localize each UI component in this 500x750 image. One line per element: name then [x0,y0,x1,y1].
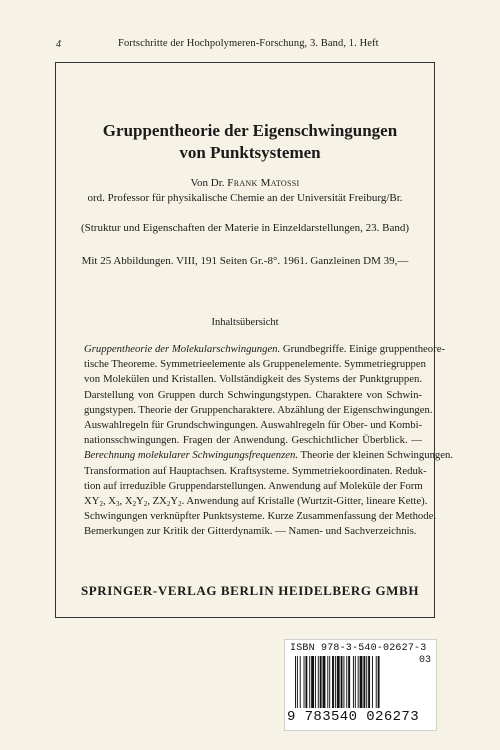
barcode-bar [346,656,347,708]
barcode-bar [311,656,314,708]
barcode-label [284,639,437,731]
contents-line: Schwingungen verknüpfter Punktsysteme. Kurze Zusammenfassung der Methode. [84,510,437,523]
book-title-line1: Gruppentheorie der Eigenschwingungen [102,121,398,140]
barcode-bar [376,656,377,708]
barcode-bar [348,656,350,708]
author-line [60,176,430,190]
author-affiliation: ord. Professor für physikalische Chemie an der Universität Freiburg/Br. [87,192,403,204]
part1-title: Gruppentheorie der Molekularschwingungen. [84,343,281,355]
barcode-bar [335,656,336,708]
part2-title: Berechnung molekularer Schwingungsfrequenzen. [84,449,298,462]
barcode-bar [353,656,354,708]
barcode-addon: 03 [418,655,431,666]
barcode-bar [372,656,373,708]
barcode-bar [355,656,356,708]
barcode-bar [363,656,365,708]
publication-info: Mit 25 Abbildungen. VIII, 191 Seiten Gr.-8°. 1961. Ganzleinen DM 39,— [81,255,409,267]
barcode-bar [304,656,305,708]
barcode-bar [297,656,298,708]
barcode-bar [341,656,343,708]
contents-heading: Inhaltsübersicht [211,317,279,328]
barcode-bar [295,656,296,708]
barcode-bar [343,656,344,708]
barcode-bar [315,656,316,708]
isbn-text: ISBN 978-3-540-02627-3 [290,643,427,654]
contents-line: Gruppentheorie der Molekularschwingungen. Grundbegriffe. Einige gruppentheore- [84,343,446,355]
barcode-bar [360,656,363,708]
contents-line: Darstellung von Gruppen durch Schwingungstypen. Charaktere von Schwin- [84,388,422,401]
contents-line: Bemerkungen zur Kritik der Gitterdynamik. — Namen- und Sachverzeichnis. [84,525,417,538]
molecule-formulas: $XY_2$, $X_3$, $X_2Y_2$, $ZX_2Y_2$. [84,495,187,509]
barcode-bar [358,656,359,708]
barcode-bar [332,656,334,708]
author-prefix: Von Dr. [190,177,228,189]
contents-line: Auswahlregeln für Grundschwingungen. Auswahlregeln für Ober- und Kombi- [84,419,423,432]
contents-line: $XY_2$, $X_3$, $X_2Y_2$, $ZX_2Y_2$. Anwendung auf Kristalle (Wurtzit-Gitter, lineare Kette). [84,495,428,509]
author-name: Frank Matossi [227,177,300,189]
contents-line: Transformation auf Hauptachsen. Kraftsysteme. Symmetriekoordinaten. Reduk- [84,464,427,477]
contents-line: Berechnung molekularer Schwingungsfrequenzen. Theorie der kleinen Schwingungen. [84,449,454,462]
contents-line: von Molekülen und Kristallen. Vollständigkeit des Systems der Punktgruppen. [84,373,422,386]
barcode-bar [378,656,380,708]
barcode-bar [366,656,367,708]
barcode-bar [309,656,310,708]
contents-line: nationsschwingungen. Fragen der Anwendung. Geschichtlicher Überblick. — [84,434,422,447]
ean-digits: 9 783540 026273 [287,709,420,725]
series-note: (Struktur und Eigenschaften der Materie in Einzeldarstellungen, 23. Band) [80,222,410,234]
barcode-bar [327,656,328,708]
contents-line: gungstypen. Theorie der Gruppencharaktere. Abzählung der Eigenschwingungen. [84,403,433,416]
running-head: Fortschritte der Hochpolymeren-Forschung, 3. Band, 1. Heft [118,38,379,49]
barcode-bar [337,656,340,708]
page-number: 4 [56,39,61,50]
barcode-bar [300,656,301,708]
contents-body [84,342,454,540]
barcode-bar [368,656,370,708]
book-title-line2: von Punktsystemen [179,143,321,162]
barcode-bar [305,656,307,708]
barcode-bar [320,656,322,708]
contents-line: tion auf irreduzible Gruppendarstellungen. Anwendung auf Moleküle der Form [84,479,423,492]
barcode-bar [318,656,319,708]
contents-line: tische Theoreme. Symmetrieelemente als Gruppenelemente. Symmetriegruppen [84,358,426,371]
barcode-bars [295,656,415,710]
publisher-name: SPRINGER-VERLAG BERLIN HEIDELBERG GMBH [80,583,420,598]
barcode-bar [329,656,330,708]
barcode-bar [323,656,326,708]
